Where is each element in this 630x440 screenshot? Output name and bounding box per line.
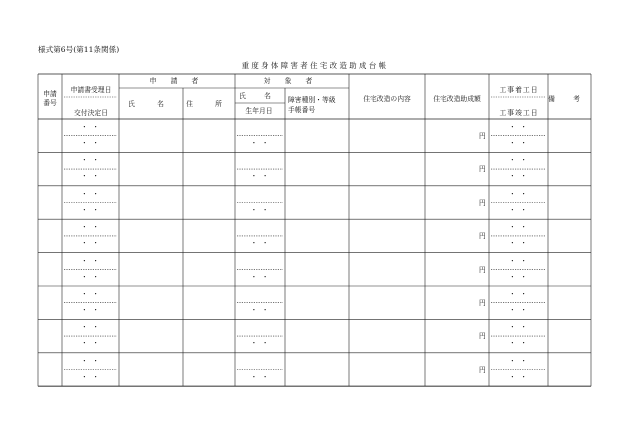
construction-end-placeholder: ・ ・ xyxy=(508,306,529,314)
birthdate-placeholder: ・ ・ xyxy=(250,272,270,281)
header-construction-start: 工事着工日 xyxy=(499,86,539,94)
header-received-date: 申請書受理日 xyxy=(70,86,112,94)
construction-end-placeholder: ・ ・ xyxy=(508,239,529,248)
header-applicant-name: 氏 名 xyxy=(128,100,174,108)
decision-date-placeholder: ・ ・ xyxy=(80,239,101,248)
decision-date-placeholder: ・ ・ xyxy=(80,339,101,348)
construction-start-placeholder: ・ ・ xyxy=(508,290,529,298)
construction-end-placeholder: ・ ・ xyxy=(508,139,529,147)
construction-start-placeholder: ・ ・ xyxy=(508,256,529,265)
header-subject-name: 氏 名 xyxy=(239,92,279,100)
subsidy-yen-unit: 円 xyxy=(479,132,486,140)
decision-date-placeholder: ・ ・ xyxy=(80,205,101,214)
header-disability-type: 障害種別・等級 xyxy=(288,96,336,104)
birthdate-placeholder: ・ ・ xyxy=(250,139,270,147)
header-construction-end: 工事竣工日 xyxy=(499,109,539,117)
birthdate-placeholder: ・ ・ xyxy=(250,172,270,181)
subsidy-yen-unit: 円 xyxy=(479,232,486,241)
header-app-number-text: 申請番号 xyxy=(43,90,57,107)
construction-start-placeholder: ・ ・ xyxy=(508,123,529,131)
received-date-placeholder: ・ ・ xyxy=(80,223,101,232)
decision-date-placeholder: ・ ・ xyxy=(80,172,101,181)
birthdate-placeholder: ・ ・ xyxy=(250,239,270,248)
decision-date-placeholder: ・ ・ xyxy=(80,139,101,147)
form-number: 様式第6号(第11条関係) xyxy=(38,45,120,54)
decision-date-placeholder: ・ ・ xyxy=(80,306,101,314)
header-remarks: 備 考 xyxy=(548,95,588,103)
ledger-title: 重度身体障害者住宅改造助成台帳 xyxy=(241,61,389,70)
construction-start-placeholder: ・ ・ xyxy=(508,323,529,332)
header-decision-date: 交付決定日 xyxy=(74,109,108,117)
received-date-placeholder: ・ ・ xyxy=(80,323,101,332)
construction-start-placeholder: ・ ・ xyxy=(508,223,529,232)
construction-start-placeholder: ・ ・ xyxy=(508,156,529,165)
header-applicant-address: 住 所 xyxy=(186,100,232,108)
construction-end-placeholder: ・ ・ xyxy=(508,372,529,381)
header-app-number xyxy=(43,90,57,108)
subsidy-yen-unit: 円 xyxy=(479,365,486,374)
subsidy-yen-unit: 円 xyxy=(479,332,486,341)
header-subject: 対 象 者 xyxy=(263,77,319,85)
header-subsidy-amount: 住宅改造助成額 xyxy=(433,95,481,103)
birthdate-placeholder: ・ ・ xyxy=(250,306,270,314)
received-date-placeholder: ・ ・ xyxy=(80,156,101,165)
received-date-placeholder: ・ ・ xyxy=(80,256,101,265)
birthdate-placeholder: ・ ・ xyxy=(250,205,270,214)
received-date-placeholder: ・ ・ xyxy=(80,189,101,198)
construction-end-placeholder: ・ ・ xyxy=(508,172,529,181)
subsidy-yen-unit: 円 xyxy=(479,299,486,307)
construction-end-placeholder: ・ ・ xyxy=(508,205,529,214)
header-renovation-content: 住宅改造の内容 xyxy=(363,95,411,103)
subsidy-yen-unit: 円 xyxy=(479,265,486,274)
birthdate-placeholder: ・ ・ xyxy=(250,339,270,348)
received-date-placeholder: ・ ・ xyxy=(80,356,101,365)
received-date-placeholder: ・ ・ xyxy=(80,290,101,298)
construction-start-placeholder: ・ ・ xyxy=(508,189,529,198)
decision-date-placeholder: ・ ・ xyxy=(80,372,101,381)
header-subject-birthdate: 生年月日 xyxy=(245,107,273,115)
subsidy-yen-unit: 円 xyxy=(479,198,486,207)
subsidy-yen-unit: 円 xyxy=(479,165,486,174)
construction-start-placeholder: ・ ・ xyxy=(508,356,529,365)
construction-end-placeholder: ・ ・ xyxy=(508,339,529,348)
birthdate-placeholder: ・ ・ xyxy=(250,372,270,381)
decision-date-placeholder: ・ ・ xyxy=(80,272,101,281)
header-handbook-number: 手帳番号 xyxy=(288,106,316,114)
received-date-placeholder: ・ ・ xyxy=(80,123,101,131)
header-applicant: 申 請 者 xyxy=(149,77,205,85)
construction-end-placeholder: ・ ・ xyxy=(508,272,529,281)
